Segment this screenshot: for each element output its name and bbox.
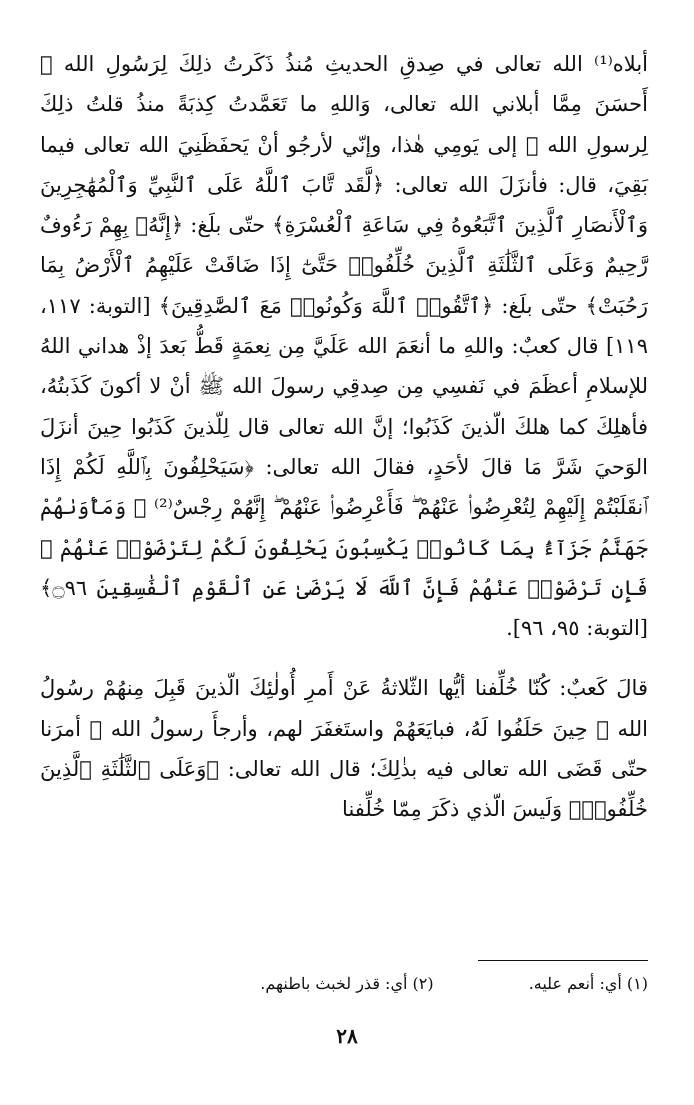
- paragraph-2: قالَ كَعبٌ: كُنّا خُلِّفنا أيُّها الثّلاثةُ عَنْ أَمرِ أُولٰئِكَ الّذينَ قَبِلَ مِنهُمْ رسُولُ الله ﷺ حِينَ حَلَفُوا لَهُ، فبايَعَهُمْ واستَغفَرَ لهم، وأرجأَ رسولُ الله ﷺ أمرَنا حتّى قَضَى الله تعالى فيه بذٰلِكَ؛ قال الله تعالى: ﴿وَعَلَى ٱلثَّلَٰثَةِ ٱلَّذِينَ خُلِّفُوا۟﴾ وَلَيسَ الّذي ذكَرَ مِمّا خُلِّفنا: [40, 676, 648, 822]
- footnote-1: (١) أي: أنعم عليه.: [528, 974, 648, 993]
- footnotes: [40, 970, 648, 998]
- footnote-separator: [478, 960, 648, 961]
- main-text: [40, 44, 648, 830]
- footnote-2: (٢) أي: قذر لخبث باطنهم.: [260, 974, 434, 993]
- page-number: ٢٨: [336, 1024, 358, 1048]
- paragraph-1: أبلاه⁽¹⁾ الله تعالى في صِدقِ الحديثِ مُنذُ ذَكَرتُ ذلِكَ لِرَسُولِ الله ﷺ أَحسَنَ مِمَّا أبلاني الله تعالى، وَاللهِ ما تَعَمَّدتُ كِذبَةً منذُ قلتُ ذلِكَ لِرسولِ الله ﷺ إلى يَومِي هٰذا، وإنّي لأرجُو أنْ يَحفَظَنِيَ الله تعالى فيما بَقِيَ، قال: فأنزَلَ الله تعالى: ﴿لَّقَد تَّابَ ٱللَّهُ عَلَى ٱلنَّبِيِّ وَٱلْمُهَٰجِرِينَ وَٱلْأَنصَارِ ٱلَّذِينَ ٱتَّبَعُوهُ فِي سَاعَةِ ٱلْعُسْرَةِ﴾ حتّى بلَغ: ﴿إِنَّهُۥ بِهِمْ رَءُوفٌ رَّحِيمٌ وَعَلَى ٱلثَّلَٰثَةِ ٱلَّذِينَ خُلِّفُوا۟ حَتَّىٰٓ إِذَا ضَاقَتْ عَلَيْهِمُ ٱلْأَرْضُ بِمَا رَحُبَتْ﴾ حتّى بلَغ: ﴿ٱتَّقُوا۟ ٱللَّهَ وَكُونُوا۟ مَعَ ٱلصَّٰدِقِينَ﴾ [التوبة: ١١٧، ١١٩] قال كعبٌ: واللهِ ما أنعَمَ الله عَلَيَّ مِن نِعمَةٍ قَطُّ بَعدَ إذْ هداني اللهُ للإسلامِ أعظَمَ في نَفسِي مِن صِدقِي رسولَ الله ﷺ أنْ لا أكونَ كَذَبتُهُ، فأهلِكَ كما هلكَ الّذينَ كَذَبُوا؛ إنَّ الله تعالى قال لِلّذينَ كَذَبُوا حِينَ أنزَلَ الوَحيَ شَرَّ مَا قالَ لأحَدٍ، فقالَ الله تعالى: ﴿سَيَحْلِفُونَ بِٱللَّهِ لَكُمْ إِذَا ٱنقَلَبْتُمْ إِلَيْهِمْ لِتُعْرِضُوا۟ عَنْهُمْ ۖ فَأَعْرِضُوا۟ عَنْهُمْ ۖ إِنَّهُمْ رِجْسٌ⁽²⁾ ۖ وَمَأْوَىٰهُمْ جَهَنَّمُ جَزَآءًۢ بِمَا كَانُوا۟ يَكْسِبُونَ يَحْلِفُونَ لَكُمْ لِتَرْضَوْا۟ عَنْهُمْ ۖ فَإِن تَرْضَوْا۟ عَنْهُمْ فَإِنَّ ٱللَّهَ لَا يَرْضَىٰ عَنِ ٱلْقَوْمِ ٱلْفَٰسِقِينَ ۝٩٦﴾ [التوبة: ٩٥، ٩٦].: [40, 52, 648, 641]
